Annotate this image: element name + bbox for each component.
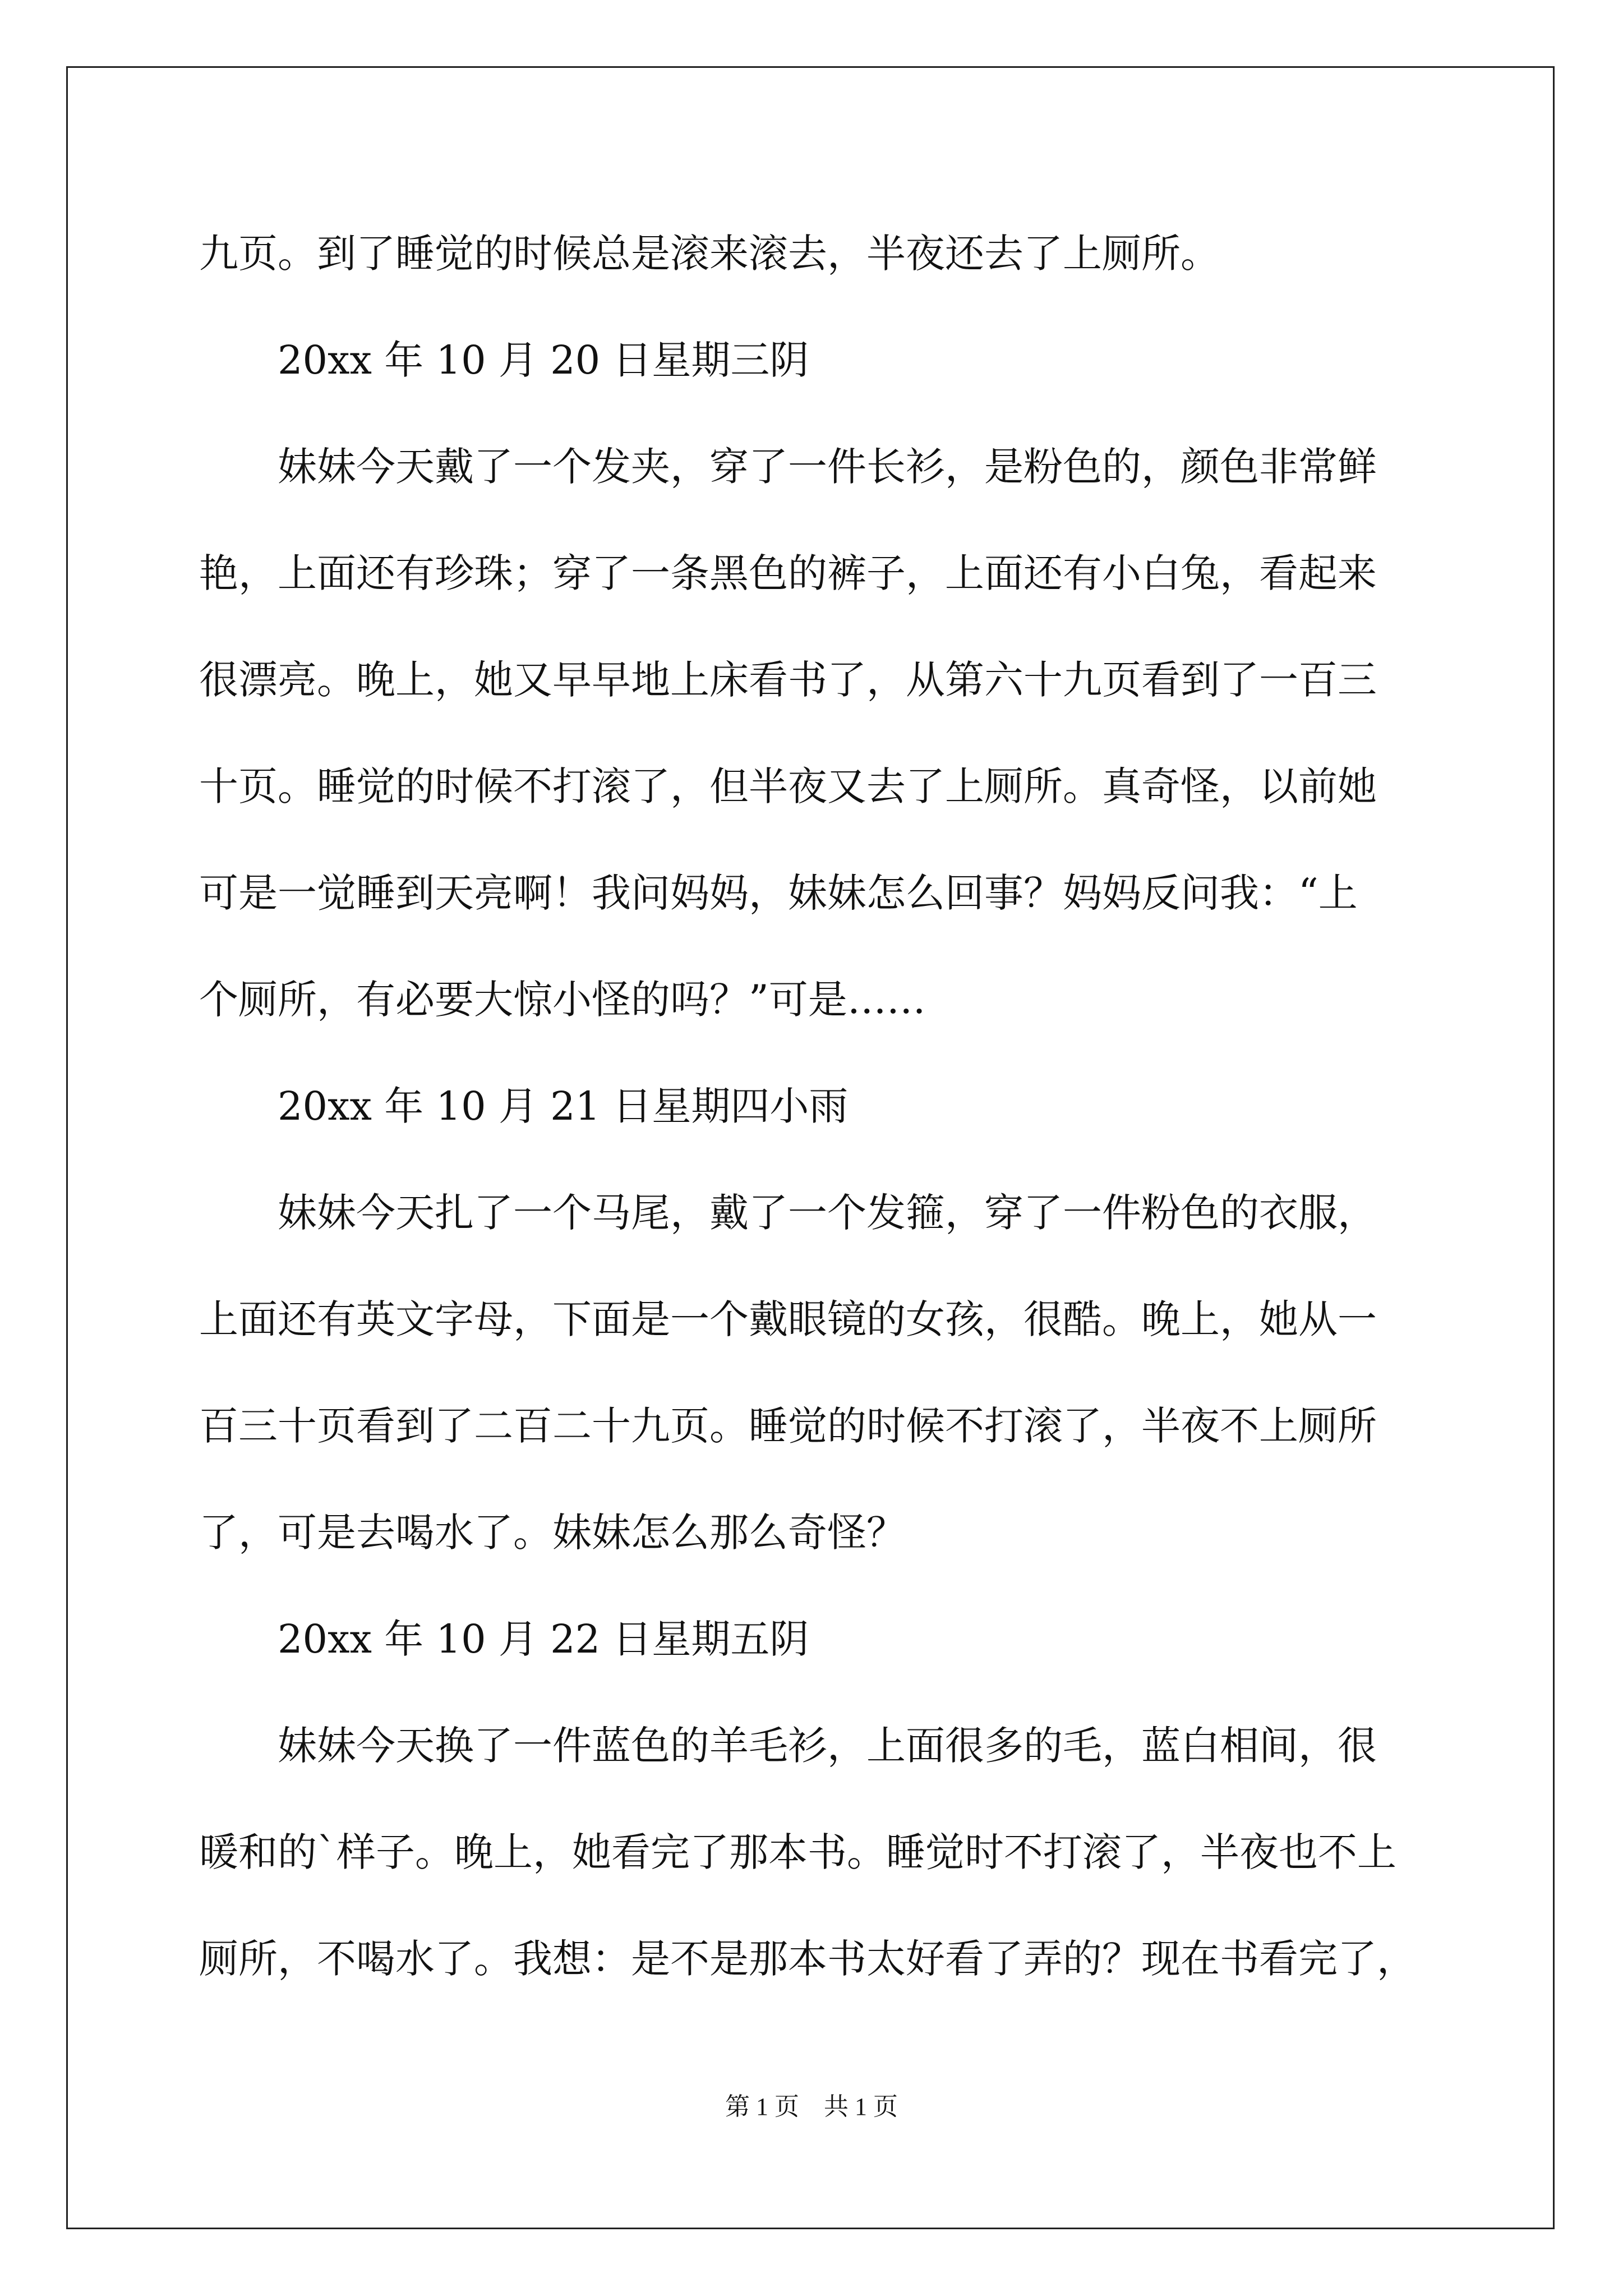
text-line: 厕所，不喝水了。我想：是不是那本书太好看了弄的？现在书看完了， [199,1936,1416,1982]
page-number-footer: 第 1 页 共 1 页 [725,2093,898,2120]
paragraph-start-line: 妹妹今天戴了一个发夹，穿了一件长衫，是粉色的，颜色非常鲜 [278,444,1377,490]
text-line: 九页。到了睡觉的时候总是滚来滚去，半夜还去了上厕所。 [199,231,1220,277]
text-line: 上面还有英文字母，下面是一个戴眼镜的女孩，很酷。晚上，她从一 [199,1296,1377,1342]
text-line: 很漂亮。晚上，她又早早地上床看书了，从第六十九页看到了一百三 [199,657,1377,703]
text-line: 个厕所，有必要大惊小怪的吗？”可是…… [199,977,926,1023]
paragraph-start-line: 妹妹今天换了一件蓝色的羊毛衫，上面很多的毛，蓝白相间，很 [278,1723,1377,1769]
page-border [66,66,1555,2229]
text-line: 艳，上面还有珍珠；穿了一条黑色的裤子，上面还有小白兔，看起来 [199,550,1377,596]
text-line: 百三十页看到了二百二十九页。睡觉的时候不打滚了，半夜不上厕所 [199,1403,1377,1449]
diary-date-heading: 20xx 年 10 月 22 日星期五阴 [278,1616,809,1662]
text-line: 暖和的`样子。晚上，她看完了那本书。睡觉时不打滚了，半夜也不上 [199,1829,1396,1875]
text-line: 可是一觉睡到天亮啊！我问妈妈，妹妹怎么回事？妈妈反问我：“上 [199,870,1358,916]
paragraph-start-line: 妹妹今天扎了一个马尾，戴了一个发箍，穿了一件粉色的衣服， [278,1190,1377,1236]
text-line: 十页。睡觉的时候不打滚了，但半夜又去了上厕所。真奇怪，以前她 [199,763,1377,809]
diary-date-heading: 20xx 年 10 月 21 日星期四小雨 [278,1083,849,1129]
diary-date-heading: 20xx 年 10 月 20 日星期三阴 [278,337,809,383]
text-line: 了，可是去喝水了。妹妹怎么那么奇怪？ [199,1510,906,1556]
